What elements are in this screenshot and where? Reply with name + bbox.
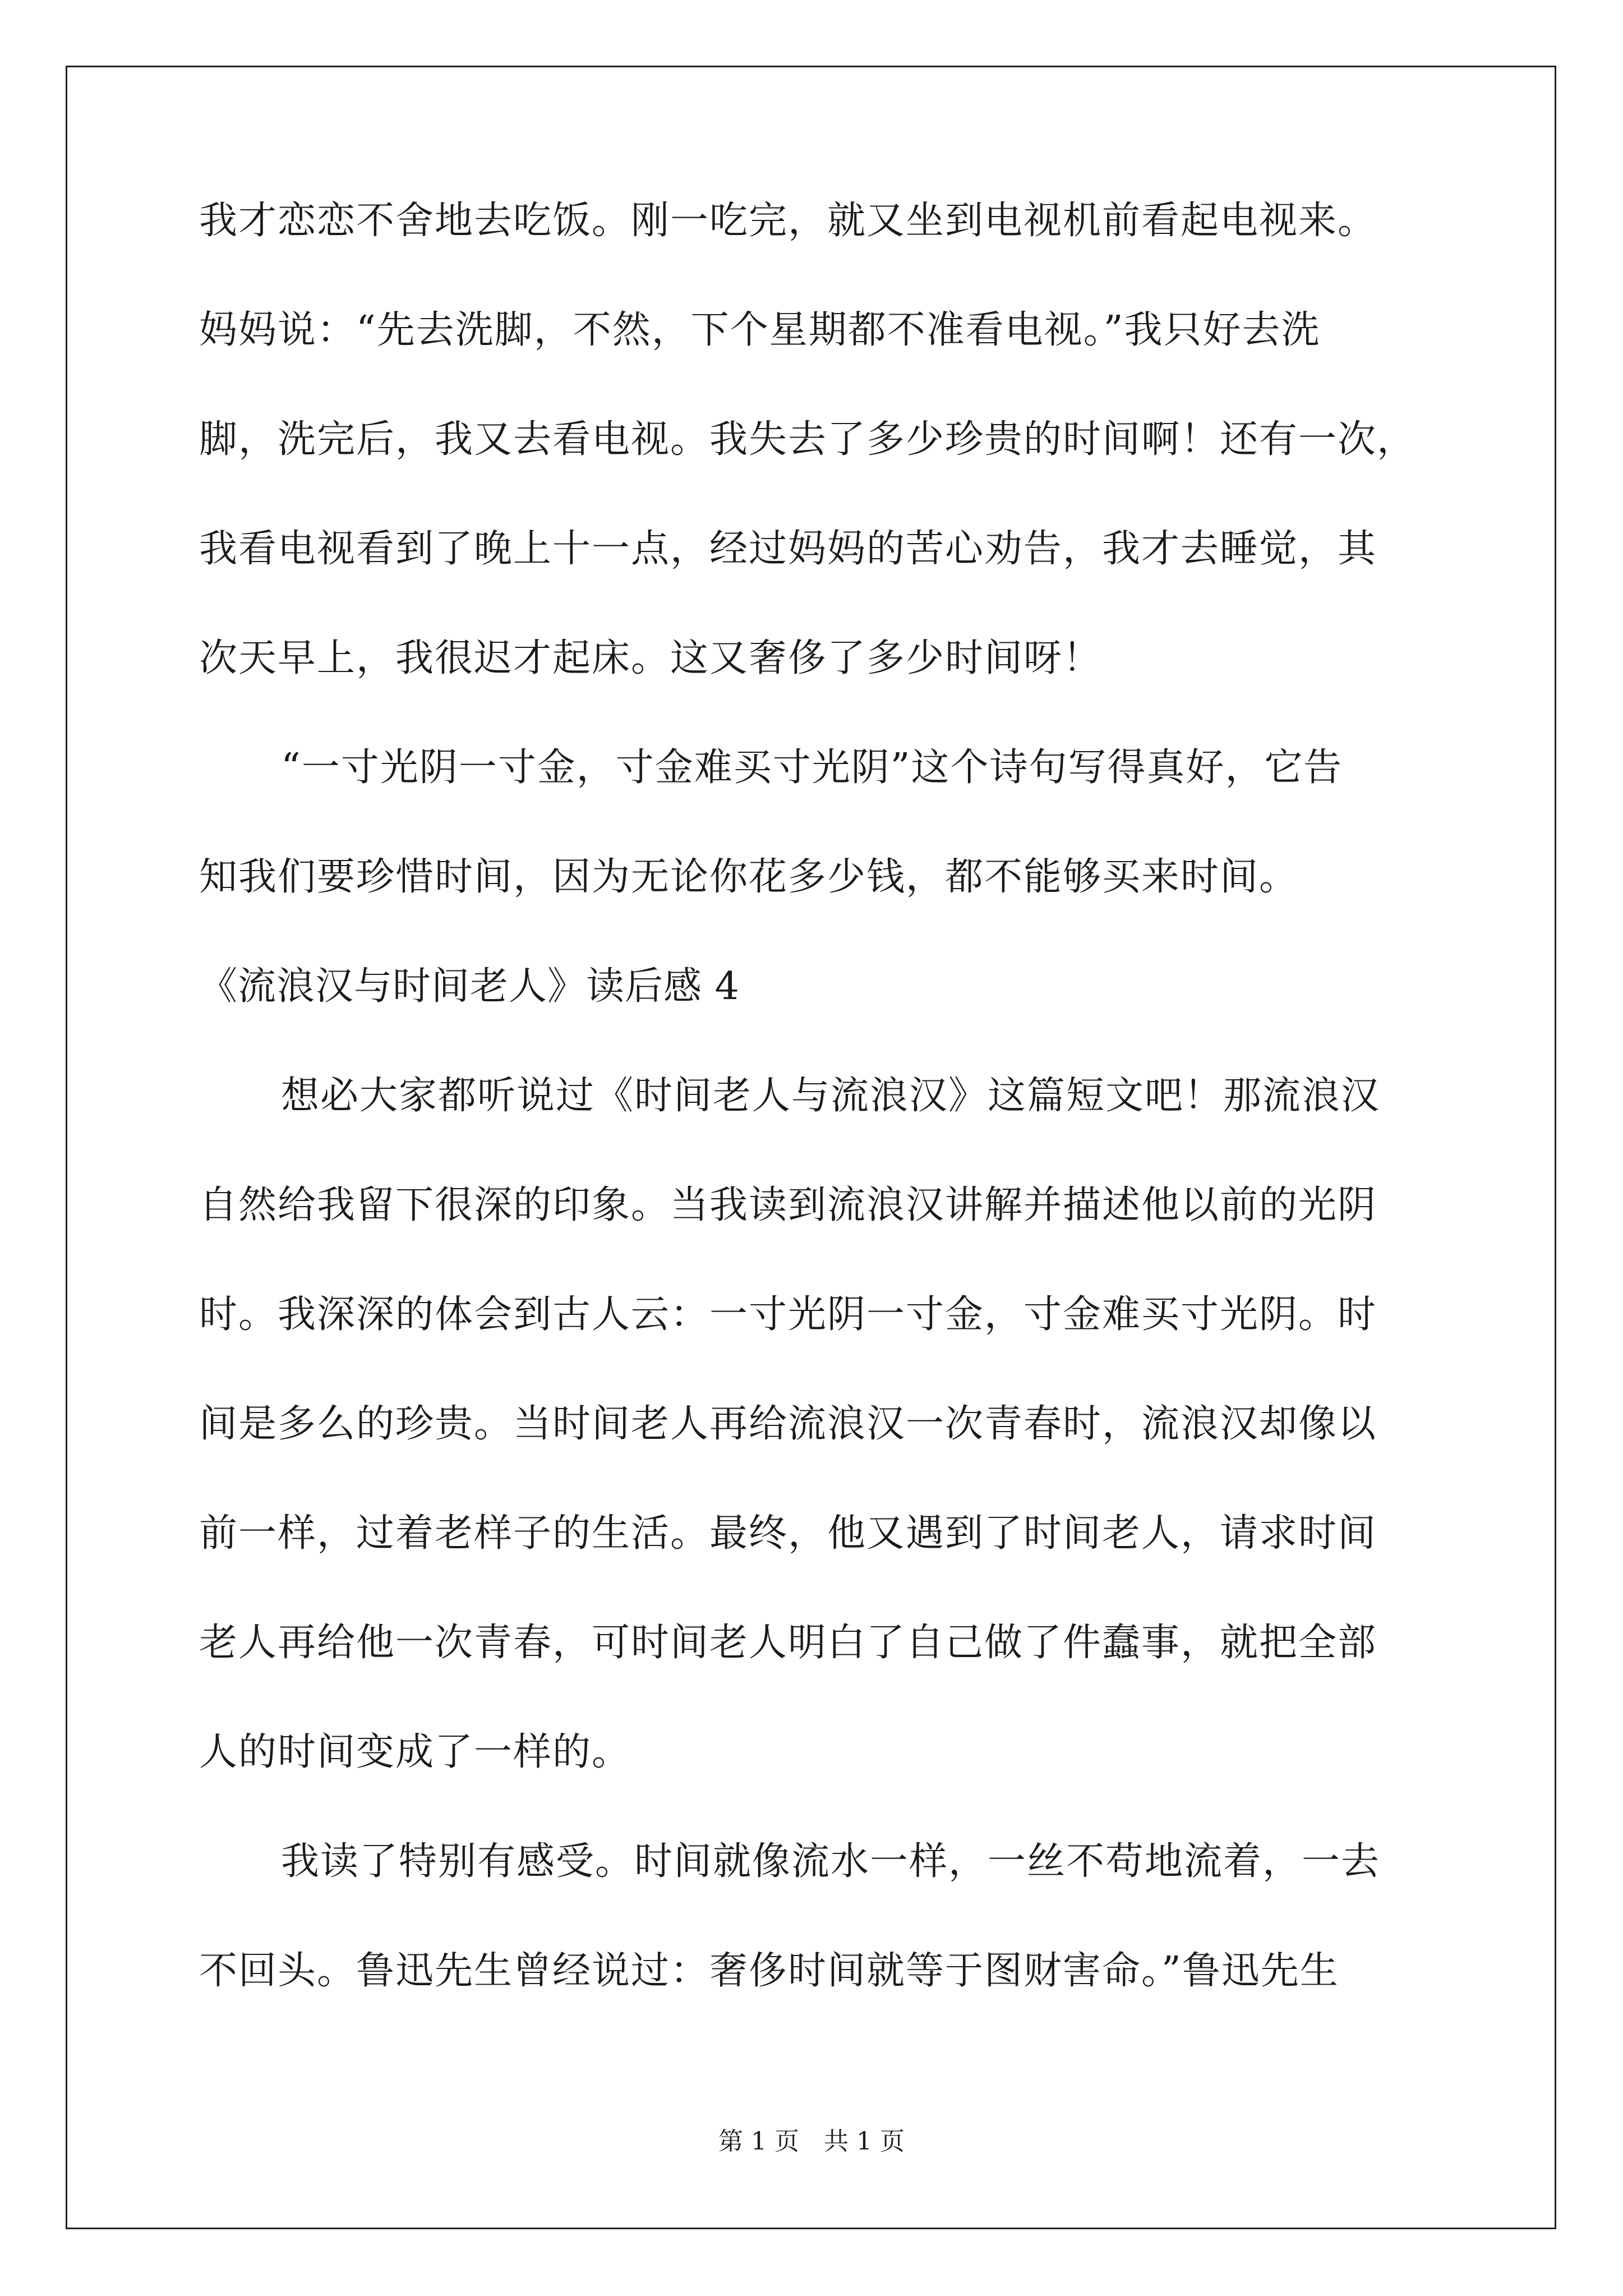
paragraph-line: 我读了特别有感受。时间就像流水一样，一丝不苟地流着，一去 xyxy=(281,1839,1381,1884)
document-body xyxy=(199,199,1433,2062)
paragraph-line: 时。我深深的体会到古人云：一寸光阴一寸金，寸金难买寸光阴。时 xyxy=(199,1292,1377,1337)
paragraph-line: “一寸光阴一寸金，寸金难买寸光阴”这个诗句写得真好，它告 xyxy=(281,746,1343,790)
paragraph-line: 老人再给他一次青春，可时间老人明白了自己做了件蠢事，就把全部 xyxy=(199,1621,1377,1665)
paragraph-line: 妈妈说：“先去洗脚，不然，下个星期都不准看电视。”我只好去洗 xyxy=(199,308,1321,352)
paragraph-line: 自然给我留下很深的印象。当我读到流浪汉讲解并描述他以前的光阴 xyxy=(199,1183,1377,1227)
paragraph-line: 人的时间变成了一样的。 xyxy=(199,1730,631,1774)
paragraph-line: 脚，洗完后，我又去看电视。我失去了多少珍贵的时间啊！还有一次， xyxy=(199,417,1417,462)
paragraph-line: 次天早上，我很迟才起床。这又奢侈了多少时间呀！ xyxy=(199,636,1103,680)
paragraph-line: 前一样，过着老样子的生活。最终，他又遇到了时间老人，请求时间 xyxy=(199,1511,1377,1556)
paragraph-line: 间是多么的珍贵。当时间老人再给流浪汉一次青春时，流浪汉却像以 xyxy=(199,1402,1377,1446)
section-heading: 《流浪汉与时间老人》读后感 4 xyxy=(199,964,740,1009)
paragraph-line: 知我们要珍惜时间，因为无论你花多少钱，都不能够买来时间。 xyxy=(199,855,1299,899)
paragraph-line: 想必大家都听说过《时间老人与流浪汉》这篇短文吧！那流浪汉 xyxy=(281,1074,1381,1118)
page-number-footer: 第 1 页 共 1 页 xyxy=(718,2127,905,2156)
paragraph-line: 我看电视看到了晚上十一点，经过妈妈的苦心劝告，我才去睡觉，其 xyxy=(199,527,1377,571)
paragraph-line: 我才恋恋不舍地去吃饭。刚一吃完，就又坐到电视机前看起电视来。 xyxy=(199,199,1377,243)
paragraph-line: 不回头。鲁迅先生曾经说过：奢侈时间就等于图财害命。”鲁迅先生 xyxy=(199,1949,1339,1993)
